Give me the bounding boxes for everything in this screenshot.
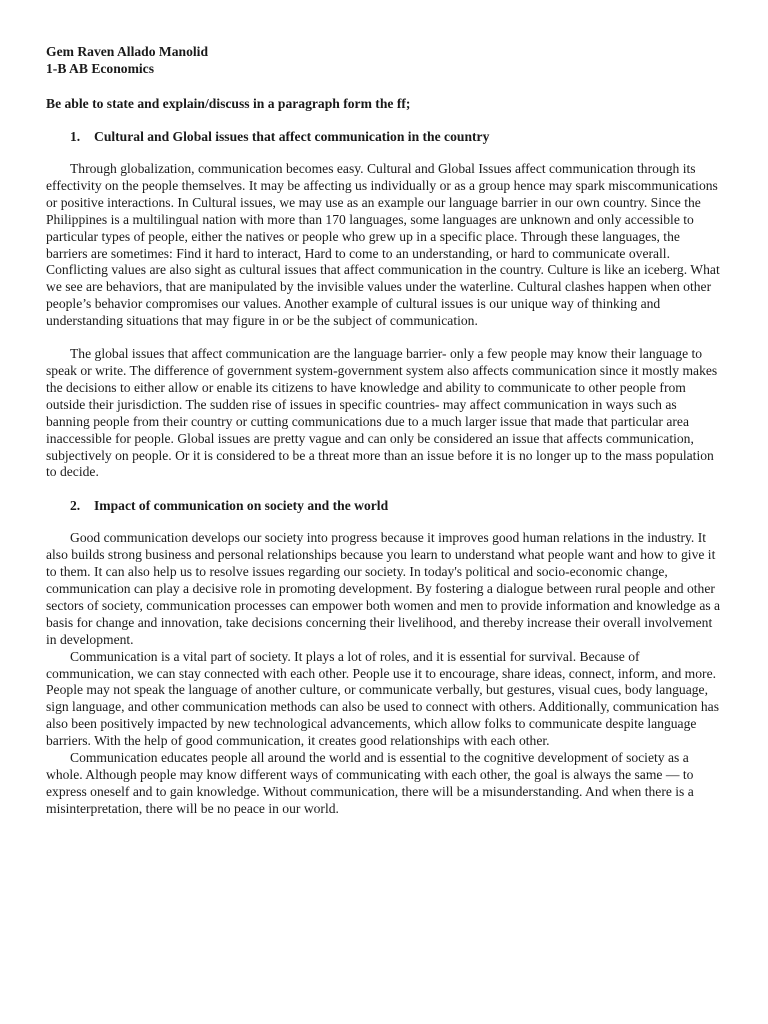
paragraph-vital-part: Communication is a vital part of society. It plays a lot of roles, and it is essential for survival. Because of communication, we can stay connected with each other. People use it to encourage, share ideas, connect, inform, and more. People may not speak the language of another culture, or communicate verbally, but gestures, visual cues, body language, sign language, and other communication methods can also be used to connect with others. Additionally, communication has also been positively impacted by new technological advancements, which allow folks to communicate despite language barriers. With the help of good communication, it creates good relationships with each other. — [46, 648, 719, 749]
paragraph-global-issues: The global issues that affect communication are the language barrier- only a few people may know their language to speak or write. The difference of government system-government system also affects communication since it mostly makes the decisions to either allow or enable its citizens to have knowledge and ability to communicate to other people from outside their jurisdiction. The sudden rise of issues in specific countries- may affect communication in ways such as banning people from their country or cutting communications due to a much larger issue that made that particular area inaccessible for people. Global issues are pretty vague and can only be considered an issue that affects communication, subjectively on people. Or it is considered to be a threat more than an issue before it is no longer up to the mass population to decide. — [46, 346, 718, 480]
author-name: Gem Raven Allado Manolid — [46, 44, 209, 59]
section-heading-2 — [46, 497, 722, 514]
section-number: 2. — [70, 498, 81, 514]
course-section: 1-B AB Economics — [46, 61, 154, 76]
instruction-line: Be able to state and explain/discuss in a paragraph form the ff; — [46, 96, 411, 111]
paragraph-good-communication: Good communication develops our society into progress because it improves good human relations in the industry. It also builds strong business and personal relationships because you learn to understand what people want and how to give it to them. It can also help us to resolve issues regarding our society. In today's political and socio-economic change, communication can play a decisive role in promoting development. By fostering a dialogue between rural people and other sectors of society, communication processes can empower both women and men to provide information and knowledge as a basis for change and innovation, take decisions concerning their livelihood, and thereby increase their overall involvement in development. — [46, 530, 721, 647]
paragraph-educates: Communication educates people all around the world and is essential to the cognitive development of society as a whole. Although people may know different ways of communicating with each other, the goal is always the same — to express oneself and to gain knowledge. Without communication, there will be a misunderstanding. And when there is a misinterpretation, there will be no peace in our world. — [46, 750, 694, 816]
section-number: 1. — [70, 129, 81, 144]
section-title: Cultural and Global issues that affect communication in the country — [94, 129, 490, 144]
section-title: Impact of communication on society and the world — [94, 498, 389, 514]
section-heading-1 — [46, 128, 722, 145]
paragraph-cultural-issues: Through globalization, communication becomes easy. Cultural and Global Issues affect communication through its effectivity on the people themselves. It may be affecting us individually or as a group hence may spark miscommunications or positive interactions. In Cultural issues, we may use as an example our language barrier in our own country. Since the Philippines is a multilingual nation with more than 170 languages, some languages are unknown and only accessible to particular types of people, either the natives or people who grew up in a specific place. Through these languages, the barriers are sometimes: Find it hard to interact, Hard to come to an understanding, or hard to communicate overall. Conflicting values are also sight as cultural issues that affect communication in the country. Culture is like an iceberg. What we see are behaviors, that are manipulated by the invisible values under the waterline. Cultural clashes happen when other people’s behavior compromises our values. Another example of cultural issues is our unique way of thinking and understanding situations that may figure in or be the subject of communication. — [46, 161, 720, 329]
document-page — [46, 43, 722, 818]
